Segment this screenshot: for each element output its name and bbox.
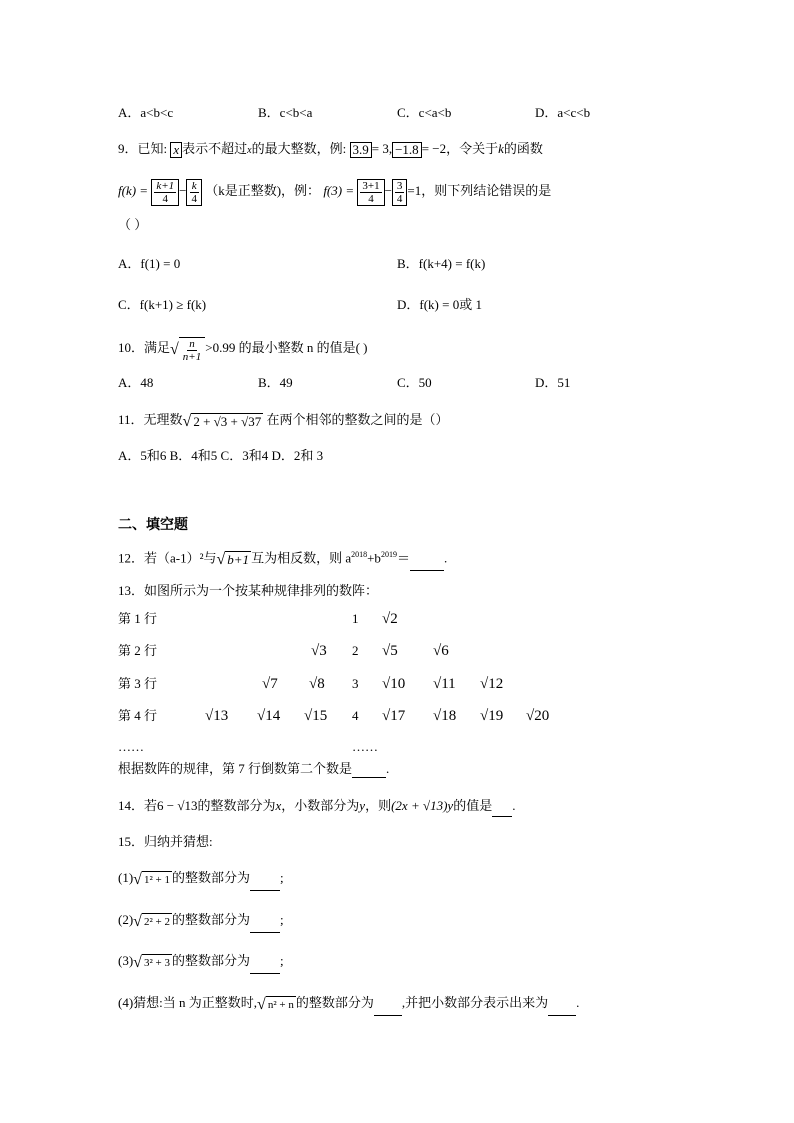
- q13-answer-blank[interactable]: [352, 764, 386, 778]
- section-title: 二、填空题: [118, 516, 188, 532]
- q10-option-b: B．49: [258, 375, 293, 390]
- q13-cell: 1: [352, 611, 359, 626]
- q13-cell: √10: [382, 676, 406, 692]
- q15-2-answer-blank[interactable]: [250, 919, 280, 933]
- q12-stem: 12．若（a-1）²与√ b+1 互为相反数，则 $a^{2018}+b^{2019}=$ .: [118, 544, 447, 571]
- q13-cell: √18: [433, 708, 457, 724]
- q15-4-decimal-blank[interactable]: [548, 1002, 576, 1016]
- q13-stem: 13．如图所示为一个按某种规律排列的数阵：: [118, 583, 379, 598]
- q15-stem: 15．归纳并猜想:: [118, 834, 213, 849]
- q13-cell: √6: [433, 643, 449, 659]
- q13-cell: 3: [352, 676, 359, 691]
- q11-options: A．5和6 B．4和5 C．3和4 D．2和 3: [118, 448, 324, 463]
- q15-item-4: (4)猜想:当 n 为正整数时,√ n² + n 的整数部分为 ,并把小数部分表示出来为 .: [118, 992, 579, 1016]
- q8-option-c: C．c<a<b: [397, 105, 452, 120]
- q9-option-a: A．f(1) = 0: [118, 256, 181, 271]
- q13-cell: √20: [526, 708, 550, 724]
- q13-row-label: 第 2 行: [118, 643, 158, 658]
- q14-answer-blank[interactable]: [492, 803, 512, 817]
- q13-cell: √15: [304, 708, 328, 724]
- q11-stem: 11．无理数√ 2 + √3 + √37 在两个相邻的整数之间的是（）: [118, 412, 449, 430]
- q15-item-2: (2)√ 2² + 2 的整数部分为 ;: [118, 909, 284, 933]
- q9-option-c: C．f(k+1) ≥ f(k): [118, 297, 207, 312]
- q13-question: 根据数阵的规律，第 7 行倒数第二个数是 .: [118, 761, 390, 776]
- q13-cell: √12: [480, 676, 504, 692]
- q13-cell: √3: [311, 643, 327, 659]
- q13-cell: 4: [352, 708, 359, 723]
- q13-cell: √5: [382, 643, 398, 659]
- q13-row-label: ……: [118, 739, 144, 754]
- q13-dots: ……: [352, 739, 378, 754]
- q9-answer-paren: （ ）: [118, 217, 148, 232]
- q13-row-label: 第 1 行: [118, 611, 158, 626]
- q15-3-answer-blank[interactable]: [250, 960, 280, 974]
- q10-option-d: D．51: [535, 375, 571, 390]
- q9-function-line: f(k) = $\frac{k+1}{4}$ − $\frac{k}{4}$ （k是正整数)，例： f(3) = $\frac{3+1}{4}$ − $\frac{3}{4}$ =1，则下列结论错误的是: [118, 179, 552, 205]
- q13-cell: √17: [382, 708, 406, 724]
- q13-cell: √8: [309, 676, 325, 692]
- q13-row-label: 第 3 行: [118, 676, 158, 691]
- q9-option-d: D．f(k) = 0或 1: [397, 297, 482, 312]
- q13-row-label: 第 4 行: [118, 708, 158, 723]
- q9-stem: 9．已知: x 表示不超过x的最大整数，例: 3.9 = 3, −1.8 = −2，令关于k的函数: [118, 141, 543, 158]
- q10-option-a: A．48: [118, 375, 154, 390]
- q15-item-3: (3)√ 3² + 3 的整数部分为 ;: [118, 950, 284, 974]
- q15-4-integer-blank[interactable]: [374, 1002, 402, 1016]
- q8-option-b: B．c<b<a: [258, 105, 313, 120]
- q15-item-1: (1)√ 1² + 1 的整数部分为 ;: [118, 867, 284, 891]
- q10-stem: 10．满足√ $\frac{n}{n+1}$ >0.99 的最小整数 n 的值是( ): [118, 337, 368, 363]
- q13-cell: √19: [480, 708, 504, 724]
- q13-cell: √13: [205, 708, 229, 724]
- q14-stem: 14．若6 − √13的整数部分为x，小数部分为y，则(2x + √13)y的值是 .: [118, 795, 515, 817]
- q9-option-b: B．f(k+4) = f(k): [397, 256, 486, 271]
- q10-option-c: C．50: [397, 375, 432, 390]
- q8-option-d: D．a<c<b: [535, 105, 591, 120]
- q13-cell: √7: [262, 676, 278, 692]
- q8-option-a: A．a<b<c: [118, 105, 174, 120]
- q13-cell: 2: [352, 643, 359, 658]
- q13-cell: √2: [382, 611, 398, 627]
- q13-cell: √11: [433, 676, 456, 692]
- q15-1-answer-blank[interactable]: [250, 877, 280, 891]
- q12-answer-blank[interactable]: [410, 557, 444, 571]
- q13-cell: √14: [257, 708, 281, 724]
